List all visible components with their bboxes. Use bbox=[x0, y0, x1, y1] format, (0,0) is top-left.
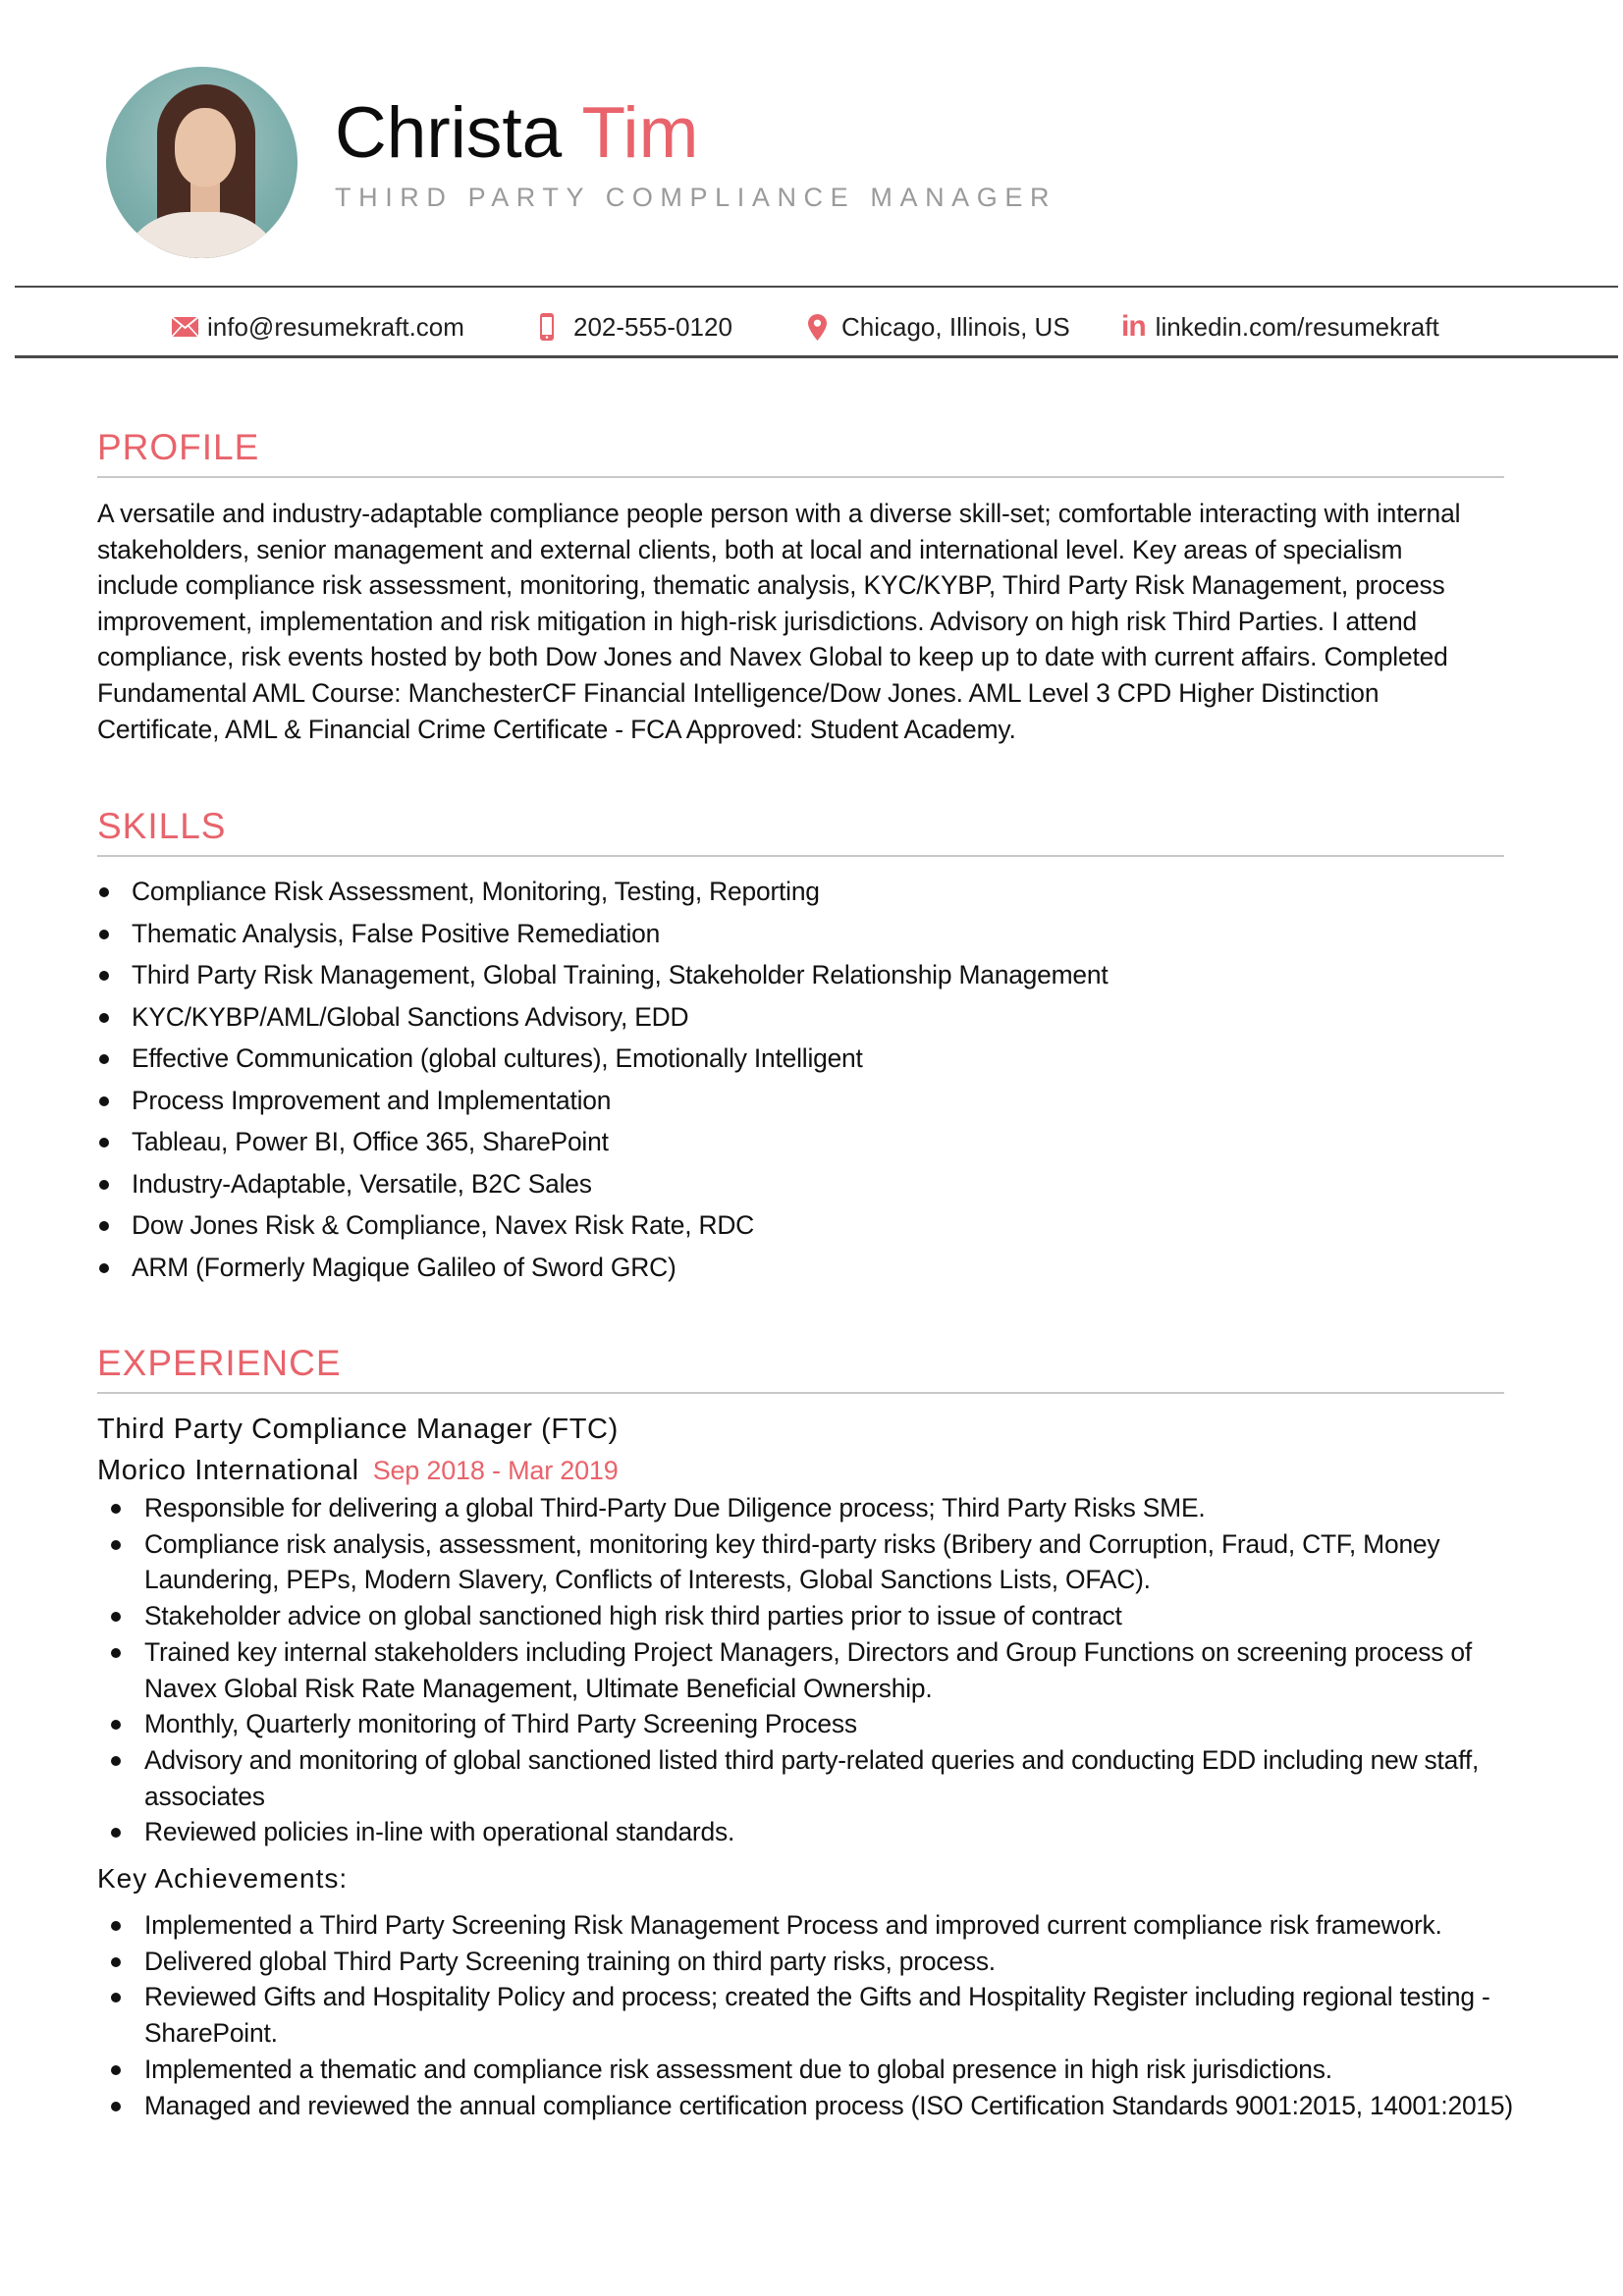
skill-item: Tableau, Power BI, Office 365, SharePoint bbox=[97, 1121, 1504, 1163]
contact-location-text: Chicago, Illinois, US bbox=[841, 311, 1070, 342]
profile-section bbox=[97, 426, 1504, 747]
mobile-phone-icon bbox=[540, 313, 554, 341]
skills-section bbox=[97, 805, 1504, 1288]
section-heading-skills: SKILLS bbox=[97, 806, 227, 846]
achievement-item: Implemented a thematic and compliance risk assessment due to global presence in high risk jurisdictions. bbox=[97, 2052, 1514, 2088]
skill-item: Effective Communication (global cultures), Emotionally Intelligent bbox=[97, 1038, 1504, 1080]
skill-item: Industry-Adaptable, Versatile, B2C Sales bbox=[97, 1163, 1504, 1205]
contact-linkedin[interactable] bbox=[1121, 306, 1439, 347]
job-title: Third Party Compliance Manager (FTC) bbox=[97, 1414, 619, 1445]
achievement-item: Delivered global Third Party Screening training on third party risks, process. bbox=[97, 1944, 1514, 1980]
contact-email[interactable] bbox=[172, 306, 464, 347]
responsibility-item: Monthly, Quarterly monitoring of Third Party Screening Process bbox=[97, 1706, 1514, 1742]
photo-face-shape bbox=[175, 108, 236, 187]
responsibility-item: Trained key internal stakeholders including Project Managers, Directors and Group Functions on screening process of Navex Global Risk Rate Management, Ultimate Beneficial Ownership. bbox=[97, 1634, 1514, 1706]
skill-item: ARM (Formerly Magique Galileo of Sword GRC) bbox=[97, 1247, 1504, 1289]
achievements-list bbox=[97, 1907, 1513, 2123]
contact-email-text: info@resumekraft.com bbox=[207, 311, 464, 342]
experience-section bbox=[97, 1342, 1513, 2123]
last-name: Tim bbox=[581, 93, 699, 173]
photo-shoulders-shape bbox=[118, 212, 285, 258]
section-divider bbox=[97, 855, 1504, 857]
job-meta bbox=[97, 1451, 1504, 1490]
skill-item: Thematic Analysis, False Positive Remediation bbox=[97, 913, 1504, 955]
contact-bar bbox=[0, 306, 1623, 347]
job-entry bbox=[97, 1410, 1513, 2123]
first-name: Christa bbox=[335, 93, 563, 173]
skill-item: Process Improvement and Implementation bbox=[97, 1080, 1504, 1122]
responsibilities-list bbox=[97, 1490, 1504, 1850]
contact-location[interactable] bbox=[808, 306, 1070, 347]
contact-phone-text: 202-555-0120 bbox=[573, 311, 732, 342]
contact-bar-top-divider bbox=[15, 286, 1618, 288]
section-heading-profile: PROFILE bbox=[97, 427, 260, 467]
candidate-name bbox=[335, 88, 698, 179]
contact-linkedin-text: linkedin.com/resumekraft bbox=[1155, 311, 1439, 342]
section-divider bbox=[97, 1392, 1504, 1394]
achievement-item: Managed and reviewed the annual compliance certification process (ISO Certification Standards 9001:2015, 14001:2015) bbox=[97, 2088, 1514, 2124]
skill-item: KYC/KYBP/AML/Global Sanctions Advisory, EDD bbox=[97, 996, 1504, 1039]
achievement-item: Reviewed Gifts and Hospitality Policy and process; created the Gifts and Hospitality Register including regional testing - SharePoint. bbox=[97, 1979, 1514, 2051]
profile-summary: A versatile and industry-adaptable compliance people person with a diverse skill-set; comfortable interacting with internal stakeholders, senior management and external clients, both at local and international level. Key areas of specialism include compliance risk assessment, monitoring, thematic analysis, KYC/KYBP, Third Party Risk Management, process improvement, implementation and risk mitigation in high-risk jurisdictions. Advisory on high risk Third Parties. I attend compliance, risk events hosted by both Dow Jones and Navex Global to keep up to date with current affairs. Completed Fundamental AML Course: ManchesterCF Financial Intelligence/Dow Jones. AML Level 3 CPD Higher Distinction Certificate, AML & Financial Crime Certificate - FCA Approved: Student Academy. bbox=[97, 499, 1461, 744]
responsibility-item: Stakeholder advice on global sanctioned high risk third parties prior to issue of contract bbox=[97, 1598, 1514, 1634]
linkedin-icon: in bbox=[1121, 310, 1146, 343]
skill-item: Third Party Risk Management, Global Training, Stakeholder Relationship Management bbox=[97, 954, 1504, 996]
job-dates: Sep 2018 - Mar 2019 bbox=[372, 1456, 619, 1485]
achievement-item: Implemented a Third Party Screening Risk Management Process and improved current compliance risk framework. bbox=[97, 1907, 1514, 1944]
section-heading-experience: EXPERIENCE bbox=[97, 1343, 342, 1383]
key-achievements-label: Key Achievements: bbox=[97, 1863, 349, 1895]
profile-photo bbox=[106, 67, 298, 258]
job-company: Morico International bbox=[97, 1455, 359, 1486]
contact-bar-bottom-divider bbox=[15, 355, 1618, 358]
responsibility-item: Reviewed policies in-line with operational standards. bbox=[97, 1814, 1514, 1850]
envelope-icon bbox=[172, 317, 198, 337]
headline-job-title: THIRD PARTY COMPLIANCE MANAGER bbox=[335, 183, 1057, 212]
contact-phone[interactable] bbox=[540, 306, 732, 347]
map-pin-icon bbox=[808, 314, 827, 341]
skills-list bbox=[97, 871, 1504, 1288]
responsibility-item: Advisory and monitoring of global sanctioned listed third party-related queries and conducting EDD including new staff, associates bbox=[97, 1742, 1514, 1814]
skill-item: Dow Jones Risk & Compliance, Navex Risk Rate, RDC bbox=[97, 1204, 1504, 1247]
section-divider bbox=[97, 476, 1504, 478]
responsibility-item: Responsible for delivering a global Third-Party Due Diligence process; Third Party Risks SME. bbox=[97, 1490, 1514, 1526]
responsibility-item: Compliance risk analysis, assessment, monitoring key third-party risks (Bribery and Corruption, Fraud, CTF, Money Laundering, PEPs, Modern Slavery, Conflicts of Interests, Global Sanctions Lists, OFAC). bbox=[97, 1526, 1514, 1598]
skill-item: Compliance Risk Assessment, Monitoring, Testing, Reporting bbox=[97, 871, 1504, 913]
